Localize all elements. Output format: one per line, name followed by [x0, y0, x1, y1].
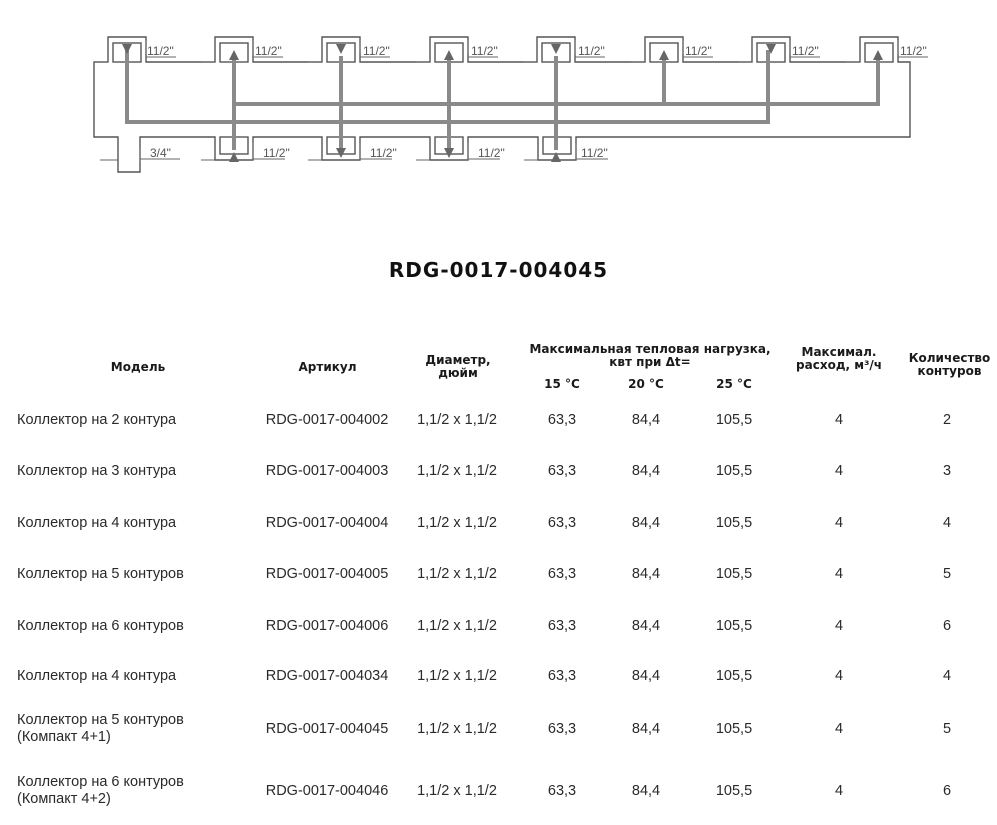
flow-down-arrow	[336, 44, 346, 54]
cell-flow: 4	[834, 463, 844, 479]
cell-article: RDG-0017-004003	[265, 463, 389, 479]
bottom-port-label-3: 11/2"	[370, 146, 397, 160]
top-port-label-5: 11/2"	[578, 44, 605, 58]
bottom-port-label-2: 11/2"	[263, 146, 290, 160]
cell-circuits: 4	[942, 515, 952, 531]
cell-article: RDG-0017-004002	[265, 412, 389, 428]
cell-article: RDG-0017-004004	[265, 515, 389, 531]
cell-circuits: 6	[942, 618, 952, 634]
cell-t15: 63,3	[547, 783, 577, 799]
flow-down-arrow	[336, 148, 346, 158]
header-t25: 25 °C	[716, 377, 752, 391]
cell-model: Коллектор на 3 контура	[17, 463, 177, 479]
cell-circuits: 3	[942, 463, 952, 479]
cell-t15: 63,3	[547, 463, 577, 479]
cell-t25: 105,5	[715, 412, 753, 428]
cell-t20: 84,4	[631, 566, 661, 582]
cell-t25: 105,5	[715, 618, 753, 634]
manifold-diagram	[0, 0, 997, 200]
cell-diameter: 1,1/2 х 1,1/2	[417, 618, 497, 634]
cell-diameter: 1,1/2 х 1,1/2	[417, 412, 497, 428]
cell-circuits: 4	[942, 668, 952, 684]
cell-circuits: 6	[942, 783, 952, 799]
flow-up-arrow	[229, 50, 239, 60]
top-port-label-6: 11/2"	[685, 44, 712, 58]
cell-diameter: 1,1/2 х 1,1/2	[417, 463, 497, 479]
header-model: Модель	[110, 360, 166, 374]
cell-t15: 63,3	[547, 618, 577, 634]
cell-t25: 105,5	[715, 668, 753, 684]
cell-diameter: 1,1/2 х 1,1/2	[417, 783, 497, 799]
cell-flow: 4	[834, 783, 844, 799]
header-heat-load: Максимальная тепловая нагрузка, квт при Δt=	[529, 342, 771, 369]
cell-t20: 84,4	[631, 515, 661, 531]
cell-diameter: 1,1/2 х 1,1/2	[417, 515, 497, 531]
cell-t20: 84,4	[631, 412, 661, 428]
cell-t20: 84,4	[631, 721, 661, 737]
cell-diameter: 1,1/2 х 1,1/2	[417, 668, 497, 684]
cell-article: RDG-0017-004045	[265, 721, 389, 737]
header-t20: 20 °C	[628, 377, 664, 391]
cell-flow: 4	[834, 515, 844, 531]
cell-t15: 63,3	[547, 566, 577, 582]
cell-t20: 84,4	[631, 618, 661, 634]
header-t15: 15 °C	[544, 377, 580, 391]
cell-t15: 63,3	[547, 721, 577, 737]
cell-flow: 4	[834, 721, 844, 737]
cell-model: Коллектор на 5 контуров	[17, 712, 184, 728]
cell-model: Коллектор на 4 контура	[17, 668, 177, 684]
cell-t25: 105,5	[715, 566, 753, 582]
cell-t25: 105,5	[715, 783, 753, 799]
cell-circuits: 2	[942, 412, 952, 428]
cell-diameter: 1,1/2 х 1,1/2	[417, 566, 497, 582]
cell-model: Коллектор на 4 контура	[17, 515, 177, 531]
cell-t15: 63,3	[547, 412, 577, 428]
cell-model-note: (Компакт 4+1)	[17, 729, 111, 745]
cell-t25: 105,5	[715, 463, 753, 479]
cell-t15: 63,3	[547, 668, 577, 684]
product-title: RDG-0017-004045	[388, 258, 609, 282]
top-port-label-1: 11/2"	[147, 44, 174, 58]
cell-t20: 84,4	[631, 463, 661, 479]
flow-up-arrow	[444, 50, 454, 60]
cell-model: Коллектор на 5 контуров	[17, 566, 184, 582]
flow-up-arrow	[873, 50, 883, 60]
header-flow: Максимал. расход, м³/ч	[796, 345, 882, 372]
bottom-port-label-5: 11/2"	[581, 146, 608, 160]
cell-article: RDG-0017-004046	[265, 783, 389, 799]
cell-t25: 105,5	[715, 515, 753, 531]
top-port-label-2: 11/2"	[255, 44, 282, 58]
cell-t15: 63,3	[547, 515, 577, 531]
cell-circuits: 5	[942, 721, 952, 737]
header-article: Артикул	[298, 360, 357, 374]
cell-model: Коллектор на 6 контуров	[17, 618, 184, 634]
bottom-port-label-1: 3/4"	[150, 146, 171, 160]
top-port-label-3: 11/2"	[363, 44, 390, 58]
cell-article: RDG-0017-004006	[265, 618, 389, 634]
cell-model-note: (Компакт 4+2)	[17, 791, 111, 807]
cell-t25: 105,5	[715, 721, 753, 737]
header-diameter: Диаметр, дюйм	[425, 353, 491, 380]
cell-t20: 84,4	[631, 668, 661, 684]
cell-flow: 4	[834, 566, 844, 582]
flow-up-arrow	[659, 50, 669, 60]
header-circuits: Количество контуров	[908, 351, 991, 378]
cell-flow: 4	[834, 412, 844, 428]
top-port-label-7: 11/2"	[792, 44, 819, 58]
cell-circuits: 5	[942, 566, 952, 582]
cell-article: RDG-0017-004034	[265, 668, 389, 684]
flow-down-arrow	[551, 44, 561, 54]
top-port-label-4: 11/2"	[471, 44, 498, 58]
cell-model: Коллектор на 2 контура	[17, 412, 177, 428]
top-port-label-8: 11/2"	[900, 44, 927, 58]
cell-t20: 84,4	[631, 783, 661, 799]
cell-article: RDG-0017-004005	[265, 566, 389, 582]
flow-down-arrow	[122, 44, 132, 54]
cell-flow: 4	[834, 618, 844, 634]
cell-diameter: 1,1/2 х 1,1/2	[417, 721, 497, 737]
flow-down-arrow	[444, 148, 454, 158]
cell-model: Коллектор на 6 контуров	[17, 774, 184, 790]
bottom-port-label-4: 11/2"	[478, 146, 505, 160]
cell-flow: 4	[834, 668, 844, 684]
